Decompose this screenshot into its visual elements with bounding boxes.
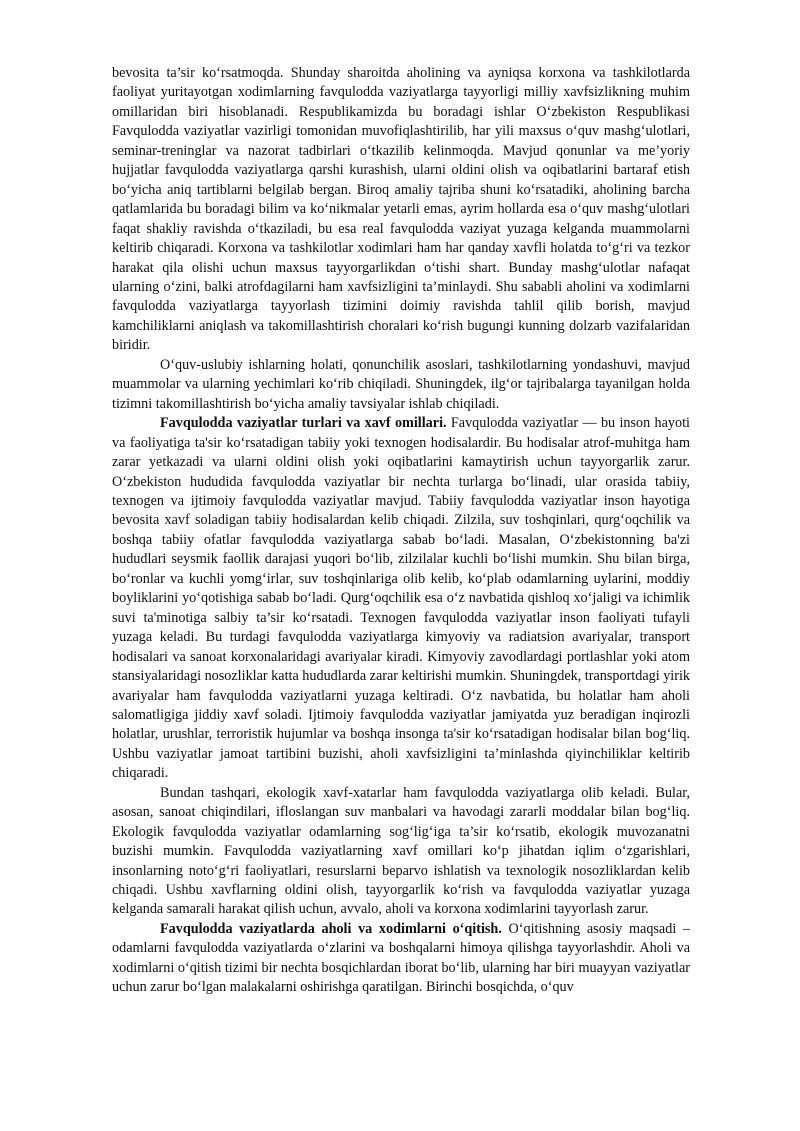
section-heading-training: Favqulodda vaziyatlarda aholi va xodimlarni o‘qitish. (160, 920, 502, 937)
paragraph-4-text: Bundan tashqari, ekologik xavf-xatarlar ham favqulodda vaziyatlarga olib keladi. Bular, asosan, sanoat chiqindilari, ifloslangan suv manbalari va havodagi zararli moddalar bilan bog‘liq. Ekologik favqulodda vaziyatlar odamlarning sog‘lig‘iga ta’sir ko‘rsatib, ekologik muvozanatni buzishi mumkin. Favqulodda vaziyatlarning xavf omillari ko‘p jihatdan iqlim o‘zgarishlari, insonlarning noto‘g‘ri faoliyatlari, resurslarni beparvo ishlatish va texnologik nosozliklardan kelib chiqadi. Ushbu xavflarning oldini olish, tayyorgarlik ko‘rish va favqulodda vaziyatlar yuzaga kelganda samarali harakat qilish uchun, avvalo, aholi va korxona xodimlarini tayyorlash zarur. (112, 784, 690, 918)
paragraph-5-text: O‘qitishning asosiy maqsadi – odamlarni favqulodda vaziyatlarda o‘zlarini va boshqalarni himoya qilishga tayyorlashdir. Aholi va xodimlarni o‘qitish tizimi bir nechta bosqichlardan iborat bo‘lib, ularning har biri muayyan vaziyatlar uchun zarur bo‘lgan malakalarni oshirishga qaratilgan. Birinchi bosqichda, o‘quv (112, 920, 690, 996)
paragraph-1-text: bevosita ta’sir ko‘rsatmoqda. Shunday sharoitda aholining va ayniqsa korxona va tashkilotlarda faoliyat yuritayotgan xodimlarning favqulodda vaziyatlarga tayyorligi milliy xavfsizlikning muhim omillaridan biri hisoblanadi. Respublikamizda bu boradagi ishlar O‘zbekiston Respublikasi Favqulodda vaziyatlar vazirligi tomonidan muvofiqlashtirilib, har yili maxsus o‘quv mashg‘ulotlari, seminar-treninglar va nazorat tadbirlari o‘tkazilib kelinmoqda. Mavjud qonunlar va me’yoriy hujjatlar favqulodda vaziyatlarga qarshi kurashish, ularni oldini olish va oqibatlarini bartaraf etish bo‘yicha aniq tartiblarni belgilab bergan. Biroq amaliy tajriba shuni ko‘rsatadiki, aholining barcha qatlamlarida bu boradagi bilim va ko‘nikmalar yetarli emas, ayrim hollarda esa o‘quv mashg‘ulotlari faqat shakliy ravishda o‘tkaziladi, bu esa real favqulodda vaziyat yuzaga kelganda muammolarni keltirib chiqaradi. Korxona va tashkilotlar xodimlari ham har qanday xavfli holatda to‘g‘ri va tezkor harakat qila olishi uchun maxsus tayyorgarlikdan o‘tishi shart. Bunday mashg‘ulotlar nafaqat ularning o‘zini, balki atrofdagilarni ham xavfsizligini ta’minlaydi. Shu sababli aholini va xodimlarni favqulodda vaziyatlarga tayyorlash tizimini doimiy ravishda tahlil qilib borish, mavjud kamchiliklarni aniqlash va takomillashtirish choralari ko‘rish bugungi kunning dolzarb vazifalaridan biridir. (112, 65, 690, 354)
section-heading-emergency-types: Favqulodda vaziyatlar turlari va xavf omillari. (160, 415, 447, 432)
paragraph-3-text: Favqulodda vaziyatlar — bu inson hayoti va faoliyatiga ta'sir ko‘rsatadigan tabiiy yoki texnogen hodisalardir. Bu hodisalar atrof-muhitga ham zarar yetkazadi va ularni oldini olish yoki oqibatlarini kamaytirish uchun tayyorgarlik zarur. O‘zbekiston hududida favqulodda vaziyatlar bir nechta turlarga bo‘linadi, ular orasida tabiiy, texnogen va ijtimoiy favqulodda vaziyatlar mavjud. Tabiiy favqulodda vaziyatlar inson hayotiga bevosita xavf soladigan tabiiy hodisalardan kelib chiqadi. Zilzila, suv toshqinlari, qurg‘oqchilik va boshqa tabiiy ofatlar favqulodda vaziyatlarga sabab bo‘ladi. Masalan, O‘zbekistonning ba'zi hududlari seysmik faollik darajasi yuqori bo‘lib, zilzilalar kuchli bo‘lishi mumkin. Shu bilan birga, bo‘ronlar va kuchli yomg‘irlar, suv toshqinlariga olib kelib, ko‘plab odamlarning uylarini, moddiy boyliklarini yo‘qotishiga sabab bo‘ladi. Qurg‘oqchilik esa o‘z navbatida qishloq xo‘jaligi va ichimlik suvi ta'minotiga salbiy ta’sir ko‘rsatadi. Texnogen favqulodda vaziyatlar inson faoliyati tufayli yuzaga keladi. Bu turdagi favqulodda vaziyatlarga kimyoviy va radiatsion avariyalar, transport hodisalari va sanoat korxonalaridagi avariyalar kiradi. Kimyoviy zavodlardagi portlashlar yoki atom stansiyalaridagi nosozliklar katta hududlarda zarar keltirishi mumkin. Shuningdek, transportdagi yirik avariyalar ham favqulodda vaziyatlarni yuzaga keltiradi. O‘z navbatida, bu holatlar ham aholi salomatligiga jiddiy xavf soladi. Ijtimoiy favqulodda vaziyatlar jamiyatda yuz beradigan inqirozli holatlar, urushlar, terroristik hujumlar va boshqa insonga ta'sir ko‘rsatadigan hodisalar bilan bog‘liq. Ushbu vaziyatlar jamoat tartibini buzishi, aholi xavfsizligini ta’minlashda qiyinchiliklar keltirib chiqaradi. (112, 415, 691, 782)
document-page (112, 64, 690, 998)
paragraph-4 (112, 784, 690, 920)
paragraph-2-text: O‘quv-uslubiy ishlarning holati, qonunchilik asoslari, tashkilotlarning yondashuvi, mavjud muammolar va ularning yechimlari ko‘rib chiqiladi. Shuningdek, ilg‘or tajribalarga tayanilgan holda tizimni takomillashtirish bo‘yicha amaliy tavsiyalar ishlab chiqiladi. (112, 356, 690, 412)
paragraph-2 (112, 356, 690, 414)
paragraph-3 (112, 414, 690, 784)
paragraph-1 (112, 64, 690, 356)
paragraph-5 (112, 920, 690, 998)
